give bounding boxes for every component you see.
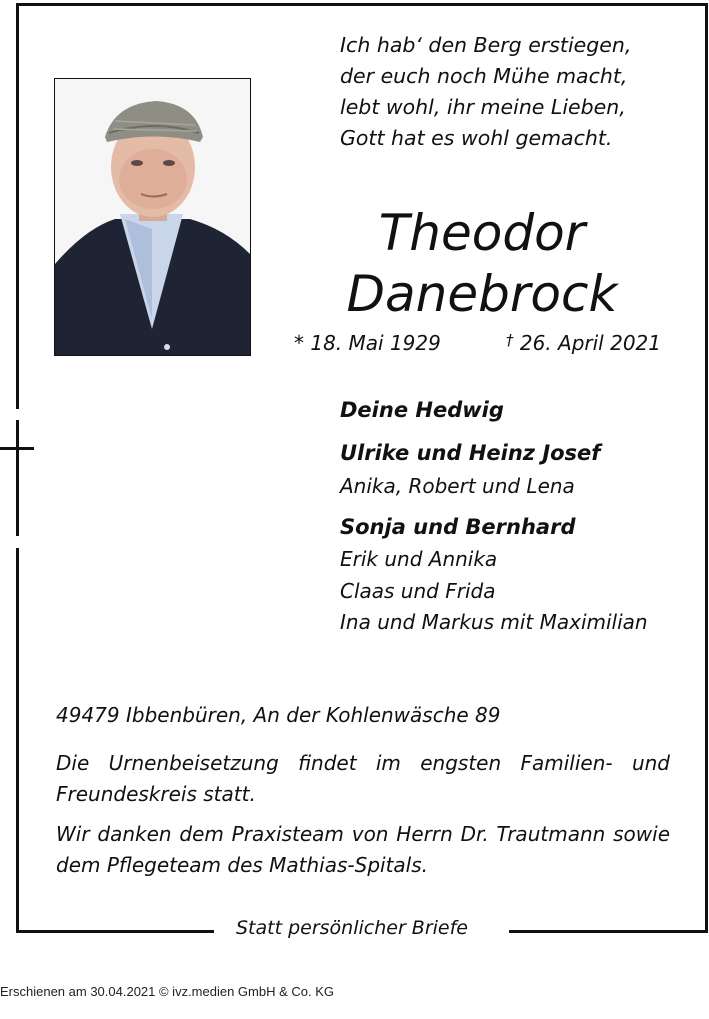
address: 49479 Ibbenbüren, An der Kohlenwäsche 89 bbox=[56, 703, 501, 727]
portrait-illustration bbox=[55, 79, 250, 355]
family-grandchildren-4: Ina und Markus mit Maximilian bbox=[340, 610, 648, 634]
poem-line: der euch noch Mühe macht, bbox=[340, 64, 628, 88]
deceased-last-name: Danebrock bbox=[346, 265, 618, 323]
poem-line: Ich hab‘ den Berg erstiegen, bbox=[340, 33, 632, 57]
poem-line: lebt wohl, ihr meine Lieben, bbox=[340, 95, 626, 119]
birth-date: * 18. Mai 1929 bbox=[294, 331, 441, 355]
portrait-photo bbox=[54, 78, 251, 356]
poem-line: Gott hat es wohl gemacht. bbox=[340, 126, 613, 150]
frame-bottom-line-right bbox=[509, 930, 708, 933]
family-grandchildren-3: Claas und Frida bbox=[340, 579, 496, 603]
family-spouse: Deine Hedwig bbox=[340, 398, 504, 422]
death-date: 26. April 2021 bbox=[519, 331, 661, 355]
publication-note: Erschienen am 30.04.2021 © ivz.medien GmbH & Co. KG bbox=[0, 984, 335, 999]
frame-bottom-line-left bbox=[16, 930, 214, 933]
frame-right-line bbox=[705, 3, 708, 933]
frame-top-line bbox=[16, 3, 708, 6]
frame-left-line-upper bbox=[16, 3, 19, 409]
death-date-group bbox=[506, 331, 661, 355]
dagger-icon: † bbox=[506, 331, 514, 349]
poem bbox=[340, 30, 631, 154]
family-child-1: Ulrike und Heinz Josef bbox=[340, 441, 601, 465]
family-child-2: Sonja und Bernhard bbox=[340, 515, 576, 539]
deceased-first-name: Theodor bbox=[378, 204, 586, 262]
cross-icon-vertical bbox=[16, 420, 19, 536]
frame-left-line-lower bbox=[16, 548, 19, 933]
family-grandchildren-2: Erik und Annika bbox=[340, 547, 498, 571]
funeral-notice: Die Urnenbeisetzung findet im engsten Familien- und Freundeskreis statt. bbox=[56, 751, 670, 806]
bottom-caption: Statt persönlicher Briefe bbox=[236, 917, 468, 939]
cross-icon-horizontal bbox=[0, 447, 34, 450]
thanks-note: Wir danken dem Praxisteam von Herrn Dr. Trautmann sowie dem Pflegeteam des Mathias-Spitals. bbox=[56, 822, 670, 877]
family-grandchildren-1: Anika, Robert und Lena bbox=[340, 474, 575, 498]
